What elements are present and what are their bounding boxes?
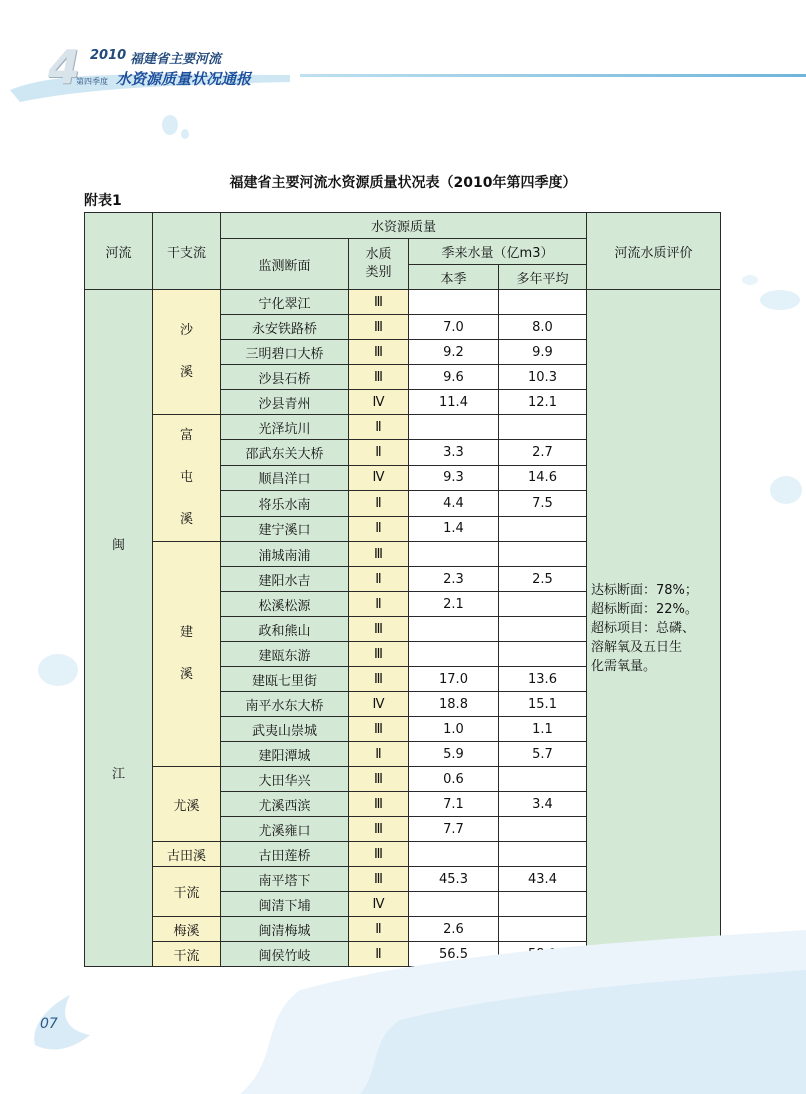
section-cell: 古田莲桥 [221,842,349,867]
season-volume-cell: 1.4 [409,516,499,541]
section-cell: 南平塔下 [221,867,349,892]
annex-label: 附表1 [84,193,122,209]
season-volume-cell [409,892,499,917]
tributary-cell: 梅溪 [153,917,221,942]
water-class-cell: Ⅱ [349,440,409,465]
water-class-cell: Ⅲ [349,767,409,792]
water-class-cell: Ⅲ [349,340,409,365]
tributary-cell: 古田溪 [153,842,221,867]
header-water-class [349,239,409,290]
water-class-cell: Ⅲ [349,617,409,642]
avg-volume-cell: 5.7 [499,742,587,767]
evaluation-line: 超标断面：22%。 [591,601,698,617]
section-cell: 建瓯东游 [221,642,349,667]
water-class-cell: Ⅲ [349,667,409,692]
season-volume-cell: 9.3 [409,465,499,490]
avg-volume-cell: 7.5 [499,491,587,516]
tributary-cell: 干流 [153,867,221,917]
avg-volume-cell: 14.6 [499,465,587,490]
tributary-cell [153,415,221,542]
tributary-char: 沙 [179,323,193,338]
river-cell [85,290,153,967]
header-evaluation: 河流水质评价 [587,213,721,290]
season-volume-cell: 11.4 [409,390,499,415]
avg-volume-cell [499,767,587,792]
header-this-season: 本季 [409,265,499,290]
tributary-cell: 干流 [153,942,221,967]
table-row [85,290,721,315]
water-class-cell: Ⅳ [349,465,409,490]
tributary-cell [153,290,221,415]
section-cell: 尤溪雍口 [221,817,349,842]
season-volume-cell: 18.8 [409,692,499,717]
season-volume-cell: 1.0 [409,717,499,742]
tributary-char: 建 [179,625,193,640]
season-volume-cell: 17.0 [409,667,499,692]
issue-number: 4 [48,40,81,94]
river-char: 闽 [111,538,125,553]
table-body [85,290,721,967]
table-title: 福建省主要河流水资源质量状况表（2010年第四季度） [229,175,577,191]
avg-volume-cell [499,817,587,842]
section-cell: 邵武东关大桥 [221,440,349,465]
season-volume-cell: 2.6 [409,917,499,942]
section-cell: 大田华兴 [221,767,349,792]
avg-volume-cell: 2.7 [499,440,587,465]
water-class-cell: Ⅱ [349,742,409,767]
season-volume-cell: 7.7 [409,817,499,842]
season-volume-cell [409,642,499,667]
water-class-cell: Ⅲ [349,542,409,567]
header-multi-year-avg: 多年平均 [499,265,587,290]
header-rule [300,74,806,77]
water-class-cell: Ⅲ [349,642,409,667]
section-cell: 政和熊山 [221,617,349,642]
avg-volume-cell [499,842,587,867]
water-class-cell: Ⅱ [349,942,409,967]
water-class-cell: Ⅲ [349,290,409,315]
section-cell: 建阳水吉 [221,567,349,592]
season-volume-cell: 2.1 [409,592,499,617]
avg-volume-cell [499,516,587,541]
header-river: 河流 [85,213,153,290]
section-cell: 建阳潭城 [221,742,349,767]
header-title-line1: 福建省主要河流 [130,52,222,67]
avg-volume-cell: 10.3 [499,365,587,390]
tributary-char: 溪 [179,667,193,682]
avg-volume-cell: 13.6 [499,667,587,692]
season-volume-cell [409,617,499,642]
season-volume-cell: 56.5 [409,942,499,967]
water-class-cell: Ⅱ [349,516,409,541]
header-year: 2010 [90,48,127,63]
season-volume-cell: 9.2 [409,340,499,365]
tributary-char: 富 [179,428,193,443]
river-char: 江 [111,767,125,782]
water-class-cell: Ⅳ [349,390,409,415]
water-class-cell: Ⅲ [349,817,409,842]
season-volume-cell: 4.4 [409,491,499,516]
avg-volume-cell [499,542,587,567]
section-cell: 武夷山崇城 [221,717,349,742]
evaluation-line: 超标项目：总磷、 [591,620,696,636]
header-tributary: 干支流 [153,213,221,290]
section-cell: 尤溪西滨 [221,792,349,817]
section-cell: 浦城南浦 [221,542,349,567]
water-class-cell: Ⅱ [349,592,409,617]
season-volume-cell: 2.3 [409,567,499,592]
avg-volume-cell: 43.4 [499,867,587,892]
water-drop-left-decoration [30,640,90,700]
season-volume-cell [409,415,499,440]
section-cell: 闽侯竹岐 [221,942,349,967]
evaluation-cell [587,290,721,967]
page-number: 07 [40,1016,58,1032]
section-cell: 将乐水南 [221,491,349,516]
section-cell: 光泽坑川 [221,415,349,440]
season-volume-cell: 45.3 [409,867,499,892]
season-volume-cell: 9.6 [409,365,499,390]
header-seasonal-volume: 季来水量（亿m3） [409,239,587,265]
water-quality-table [84,212,721,967]
season-volume-cell: 7.1 [409,792,499,817]
section-cell: 沙县青州 [221,390,349,415]
section-cell: 建瓯七里街 [221,667,349,692]
avg-volume-cell [499,592,587,617]
avg-volume-cell [499,415,587,440]
section-cell: 闽清梅城 [221,917,349,942]
water-class-cell: Ⅲ [349,842,409,867]
water-class-cell: Ⅳ [349,892,409,917]
water-class-cell: Ⅱ [349,491,409,516]
section-cell: 三明碧口大桥 [221,340,349,365]
water-class-cell: Ⅱ [349,415,409,440]
header-water-class-line1: 水质 [365,247,392,262]
water-class-cell: Ⅲ [349,867,409,892]
water-class-cell: Ⅳ [349,692,409,717]
section-cell: 松溪松源 [221,592,349,617]
tributary-char: 溪 [179,512,193,527]
avg-volume-cell: 9.9 [499,340,587,365]
season-volume-cell: 0.6 [409,767,499,792]
avg-volume-cell: 2.5 [499,567,587,592]
header-title-line2: 水资源质量状况通报 [116,70,252,88]
season-volume-cell [409,842,499,867]
section-cell: 建宁溪口 [221,516,349,541]
section-cell: 永安铁路桥 [221,315,349,340]
page-number-splash [20,985,110,1065]
water-class-cell: Ⅲ [349,315,409,340]
water-class-cell: Ⅱ [349,917,409,942]
header-water-class-line2: 类别 [365,265,392,280]
tributary-cell: 尤溪 [153,767,221,842]
section-cell: 宁化翠江 [221,290,349,315]
evaluation-line: 达标断面：78%； [591,582,698,598]
tributary-char: 屯 [179,470,193,485]
avg-volume-cell: 15.1 [499,692,587,717]
avg-volume-cell [499,642,587,667]
header-quarter: 第四季度 [76,77,108,86]
avg-volume-cell: 8.0 [499,315,587,340]
avg-volume-cell: 1.1 [499,717,587,742]
evaluation-line: 化需氧量。 [591,658,657,674]
bottom-wave-decoration [0,930,806,1094]
avg-volume-cell: 12.1 [499,390,587,415]
report-header [0,0,806,140]
section-cell: 南平水东大桥 [221,692,349,717]
header-section: 监测断面 [221,239,349,290]
section-cell: 闽清下埔 [221,892,349,917]
season-volume-cell: 7.0 [409,315,499,340]
water-class-cell: Ⅱ [349,567,409,592]
header-water-resource-quality: 水资源质量 [221,213,587,239]
avg-volume-cell [499,617,587,642]
section-cell: 沙县石桥 [221,365,349,390]
water-class-cell: Ⅲ [349,792,409,817]
season-volume-cell [409,542,499,567]
water-class-cell: Ⅲ [349,365,409,390]
season-volume-cell [409,290,499,315]
water-class-cell: Ⅲ [349,717,409,742]
season-volume-cell: 5.9 [409,742,499,767]
season-volume-cell: 3.3 [409,440,499,465]
avg-volume-cell: 3.4 [499,792,587,817]
water-drops-decoration [720,260,806,560]
avg-volume-cell [499,290,587,315]
avg-volume-cell [499,892,587,917]
section-cell: 顺昌洋口 [221,465,349,490]
evaluation-line: 溶解氧及五日生 [591,639,683,655]
tributary-char: 溪 [179,365,193,380]
tributary-cell [153,542,221,767]
